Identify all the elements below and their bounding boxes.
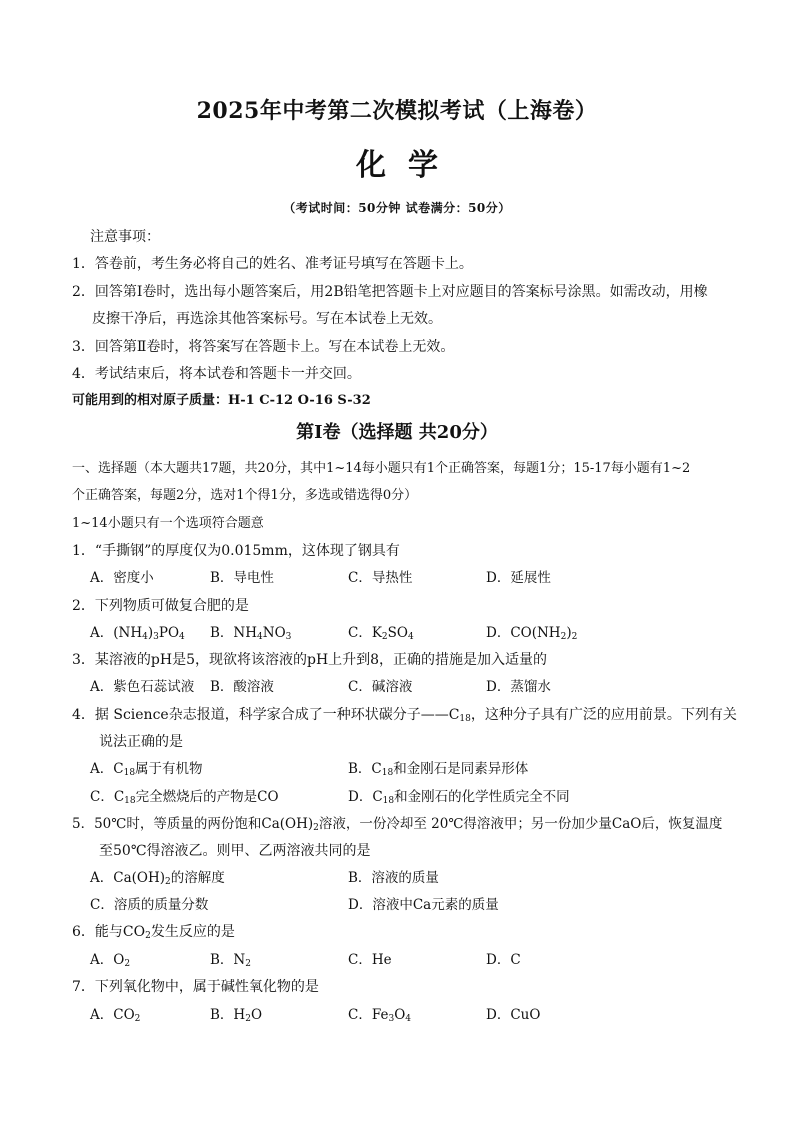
question-4-stem-cont: 说法正确的是 (99, 734, 183, 750)
q2-option-a[interactable]: A．$(NH_4)_3PO_4$ (90, 625, 185, 642)
section-instructions: 一、选择题（本大题共17题，共20分，其中1~14每小题只有1个正确答案，每题1分；15-17每小题有1~2 (72, 461, 691, 476)
q2-option-c[interactable]: C．$K_2SO_4$ (348, 625, 414, 642)
section-instructions: 个正确答案，每题2分，选对1个得1分，多选或错选得0分） (72, 488, 418, 503)
q3-option-a[interactable]: A．紫色石蕊试液 (90, 679, 195, 695)
q6-option-d[interactable]: D．C (486, 952, 521, 968)
q3-option-b[interactable]: B．酸溶液 (210, 679, 274, 695)
q4-option-a[interactable]: A．$C_{18}$属于有机物 (90, 761, 203, 778)
subject-title: 化学 (356, 148, 460, 183)
question-5-stem-cont: 至50℃得溶液乙。则甲、乙两溶液共同的是 (99, 843, 371, 859)
q2-option-d[interactable]: D．$CO(NH_2)_2$ (486, 625, 578, 642)
sub-instruction: 1~14小题只有一个选项符合题意 (72, 516, 264, 531)
q4-option-b[interactable]: B．$C_{18}$和金刚石是同素异形体 (348, 761, 529, 778)
question-4-stem: 4．据 Science杂志报道，科学家合成了一种环状碳分子$——C_{18}$，这种分子具有广泛的应用前景。下列有关 (72, 707, 737, 724)
q4-option-d[interactable]: D．$C_{18}$和金刚石的化学性质完全不同 (348, 789, 570, 806)
q6-option-c[interactable]: C．He (348, 952, 392, 968)
question-5-stem: 5．50℃时，等质量的两份饱和$Ca(OH)_2$溶液，一份冷却至 20℃得溶液甲；另一份加少量CaO后，恢复温度 (72, 816, 723, 833)
q3-option-d[interactable]: D．蒸馏水 (486, 679, 551, 695)
q5-option-a[interactable]: A．$Ca(OH)_2$的溶解度 (90, 870, 225, 887)
q1-option-b[interactable]: B．导电性 (210, 570, 274, 586)
note-item: 3．回答第Ⅱ卷时，将答案写在答题卡上。写在本试卷上无效。 (72, 339, 455, 355)
q7-option-c[interactable]: C．$Fe_3O_4$ (348, 1007, 411, 1024)
question-7-stem: 7．下列氧化物中，属于碱性氧化物的是 (72, 979, 319, 995)
note-item: 2．回答第Ⅰ卷时，选出每小题答案后，用2B铅笔把答题卡上对应题目的答案标号涂黑。如需改动，用橡 (72, 284, 708, 300)
notes-heading: 注意事项： (90, 229, 160, 245)
q1-option-c[interactable]: C．导热性 (348, 570, 413, 586)
q7-option-b[interactable]: B．$H_2O$ (210, 1007, 263, 1024)
exam-meta: （考试时间：50分钟 试卷满分：50分） (283, 201, 511, 215)
q6-option-a[interactable]: A．$O_2$ (90, 952, 131, 969)
question-1-stem: 1．“手撕钢”的厚度仅为0.015mm，这体现了钢具有 (72, 543, 400, 559)
q1-option-a[interactable]: A．密度小 (90, 570, 154, 586)
exam-title: 2025年中考第二次模拟考试（上海卷） (196, 98, 598, 124)
q5-option-d[interactable]: D．溶液中Ca元素的质量 (348, 897, 499, 913)
q1-option-d[interactable]: D．延展性 (486, 570, 551, 586)
q5-option-b[interactable]: B．溶液的质量 (348, 870, 439, 886)
q7-option-d[interactable]: D．CuO (486, 1007, 541, 1023)
q4-option-c[interactable]: C．$C_{18}$完全燃烧后的产物是CO (90, 789, 279, 806)
q6-option-b[interactable]: B．$N_2$ (210, 952, 251, 969)
q5-option-c[interactable]: C．溶质的质量分数 (90, 897, 209, 913)
q7-option-a[interactable]: A．$CO_2$ (90, 1007, 141, 1024)
note-item: 4．考试结束后，将本试卷和答题卡一并交回。 (72, 366, 361, 382)
note-item: 1．答卷前，考生务必将自己的姓名、准考证号填写在答题卡上。 (72, 256, 473, 272)
section-title: 第Ⅰ卷（选择题 共20分） (296, 422, 498, 443)
question-2-stem: 2．下列物质可做复合肥的是 (72, 598, 249, 614)
question-3-stem: 3．某溶液的pH是5，现欲将该溶液的pH上升到8，正确的措施是加入适量的 (72, 652, 548, 668)
q3-option-c[interactable]: C．碱溶液 (348, 679, 413, 695)
atomic-mass: 可能用到的相对原子质量：H-1 C-12 O-16 S-32 (72, 393, 371, 408)
question-6-stem: 6．能与$CO_2$发生反应的是 (72, 924, 235, 941)
note-item: 皮擦干净后，再选涂其他答案标号。写在本试卷上无效。 (92, 311, 442, 327)
q2-option-b[interactable]: B．$NH_4NO_3$ (210, 625, 292, 642)
